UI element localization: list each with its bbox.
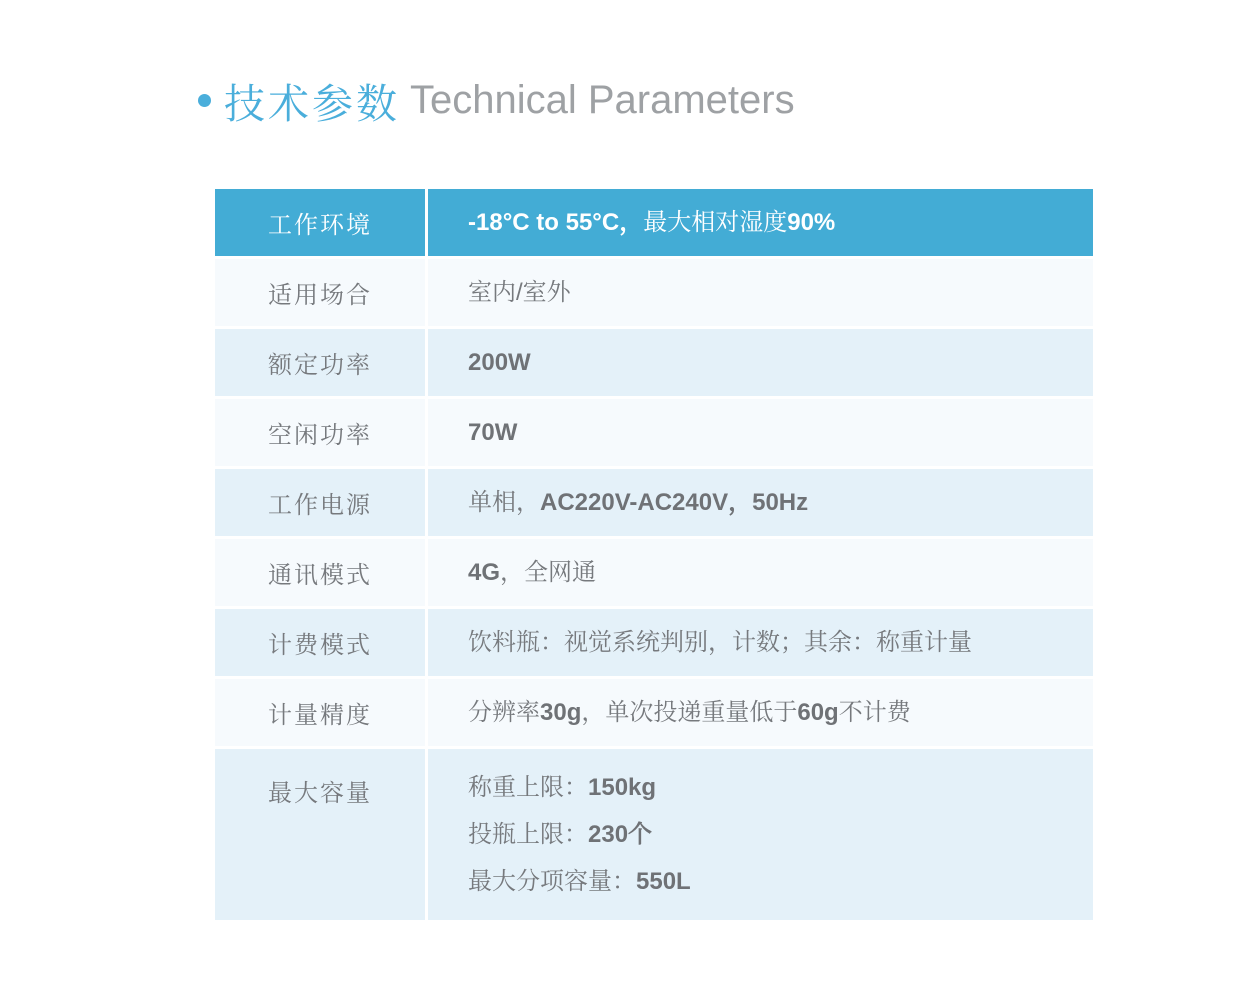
param-label: 额定功率 [215,329,425,396]
param-value [428,329,1093,396]
value-segment: 分辨率 [468,699,540,726]
value-segment: 投瓶上限： [468,821,588,848]
value-segment-bold: 550L [636,868,691,895]
param-value-line [468,199,1093,246]
value-segment: 最大相对湿度 [643,209,788,236]
table-row [215,539,1093,606]
value-segment: ，单次投递重量低于 [581,699,798,726]
value-segment-bold: 70W [468,419,518,446]
value-segment: 饮料瓶：视觉系统判别，计数；其余：称重计量 [468,629,972,656]
section-title-en: Technical Parameters [410,77,795,122]
param-value [428,259,1093,326]
parameters-table [215,189,1093,923]
param-label: 计费模式 [215,609,425,676]
value-segment-bold: 30g [540,699,582,726]
value-segment-bold: -18°C to 55°C， [468,209,644,236]
value-segment-bold: 150kg [588,774,657,801]
param-label: 通讯模式 [215,539,425,606]
param-value-line [468,549,1093,596]
section-title [198,70,795,130]
table-row [215,749,1093,920]
param-label: 计量精度 [215,679,425,746]
value-segment: 最大分项容量： [468,868,636,895]
table-row [215,189,1093,256]
section-title-zh: 技术参数 [224,80,400,127]
value-segment: 单相， [468,489,540,516]
param-value-line [468,619,1093,666]
param-value-line [468,479,1093,526]
param-value-line [468,409,1093,456]
param-value [428,469,1093,536]
param-value-line [468,269,1093,316]
param-label: 工作电源 [215,469,425,536]
param-label: 最大容量 [215,749,425,920]
param-value-line [468,858,1093,905]
table-row [215,329,1093,396]
value-segment: 室内/室外 [468,279,571,306]
value-segment-bold: 90% [787,209,836,236]
value-segment-bold: AC220V-AC240V，50Hz [540,489,809,516]
param-value-line [468,339,1093,386]
param-value [428,679,1093,746]
param-value-line [468,764,1093,811]
param-value [428,539,1093,606]
param-value [428,609,1093,676]
param-value [428,399,1093,466]
value-segment: 不计费 [838,699,911,726]
value-segment-bold: 200W [468,349,531,376]
param-label: 工作环境 [215,189,425,256]
param-label: 适用场合 [215,259,425,326]
table-row [215,469,1093,536]
param-value [428,189,1093,256]
value-segment: ，全网通 [500,559,597,586]
value-segment-bold: 230个 [588,821,653,848]
table-row [215,679,1093,746]
param-label: 空闲功率 [215,399,425,466]
value-segment-bold: 60g [797,699,839,726]
bullet-icon [198,94,211,107]
param-value-line [468,689,1093,736]
value-segment-bold: 4G [468,559,501,586]
table-row [215,609,1093,676]
table-row [215,259,1093,326]
value-segment: 称重上限： [468,774,588,801]
param-value-line [468,811,1093,858]
param-value [428,749,1093,920]
table-row [215,399,1093,466]
